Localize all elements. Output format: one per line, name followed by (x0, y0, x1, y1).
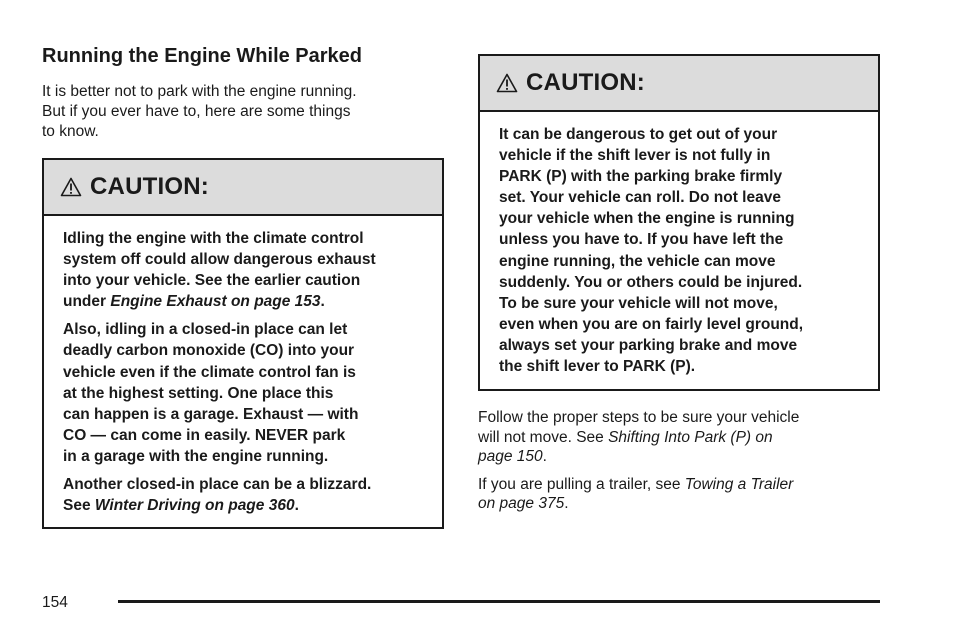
body-line (478, 475, 878, 495)
caution-line: deadly carbon monoxide (CO) into your (63, 342, 355, 360)
intro-line: to know. (42, 123, 99, 140)
right-body-text (478, 408, 878, 514)
caution-line: set. Your vehicle can roll. Do not leave (499, 189, 781, 207)
intro-paragraph (42, 82, 422, 142)
warning-triangle-icon (60, 177, 82, 197)
caution-paragraph (63, 474, 442, 516)
caution-line: your vehicle when the engine is running (499, 210, 795, 228)
caution-line: always set your parking brake and move (499, 336, 798, 354)
body-text: . (542, 448, 547, 465)
caution-header (44, 160, 442, 216)
body-line (478, 494, 878, 514)
intro-line: It is better not to park with the engine running. (42, 83, 357, 100)
caution-line: even when you are on fairly level ground, (499, 315, 804, 333)
intro-line: But if you ever have to, here are some things (42, 103, 351, 120)
caution-body (44, 216, 442, 516)
body-line: Follow the proper steps to be sure your vehicle (478, 409, 800, 426)
caution-line: at the highest setting. One place this (63, 384, 334, 402)
caution-text: under (63, 293, 111, 311)
caution-text: See (63, 497, 95, 515)
caution-paragraph (499, 124, 878, 377)
caution-paragraph (63, 228, 442, 312)
caution-line (63, 495, 442, 516)
caution-line (63, 291, 442, 312)
caution-body (480, 112, 878, 377)
warning-triangle-icon (496, 73, 518, 93)
caution-line: engine running, the vehicle can move (499, 252, 776, 270)
body-line (478, 447, 878, 467)
body-text: will not move. See (478, 428, 609, 446)
caution-line: unless you have to. If you have left the (499, 231, 784, 249)
caution-title: CAUTION: (526, 69, 645, 96)
caution-line: To be sure your vehicle will not move, (499, 294, 778, 312)
caution-line: It can be dangerous to get out of your (499, 126, 778, 143)
caution-text: . (320, 293, 325, 311)
caution-box-shift-lever (478, 54, 880, 391)
body-text: . (564, 495, 569, 512)
caution-line: CO — can come in easily. NEVER park (63, 426, 346, 444)
body-line (478, 428, 878, 448)
section-heading: Running the Engine While Parked (42, 45, 363, 67)
caution-line: Another closed-in place can be a blizzard. (63, 476, 372, 494)
caution-line: vehicle if the shift lever is not fully in (499, 147, 771, 165)
page-reference-link: on page 375 (478, 495, 565, 512)
caution-title: CAUTION: (90, 173, 209, 200)
page-reference-link: page 150 (478, 448, 543, 465)
caution-line: into your vehicle. See the earlier caution (63, 272, 361, 290)
caution-line: vehicle even if the climate control fan is (63, 363, 356, 381)
caution-header (480, 56, 878, 112)
caution-paragraph (63, 319, 442, 467)
body-text: If you are pulling a trailer, see (478, 475, 685, 493)
footer-rule (118, 600, 880, 603)
caution-line: can happen is a garage. Exhaust — with (63, 405, 359, 423)
follow-paragraph (478, 408, 878, 467)
caution-line: in a garage with the engine running. (63, 447, 329, 465)
caution-line: PARK (P) with the parking brake firmly (499, 168, 783, 186)
page-reference-link: Towing a Trailer (684, 475, 794, 493)
caution-line: suddenly. You or others could be injured. (499, 273, 803, 291)
page-reference-link: Winter Driving on page 360 (94, 497, 295, 515)
caution-line: Idling the engine with the climate control (63, 230, 364, 247)
caution-line: the shift lever to PARK (P). (499, 358, 696, 376)
trailer-paragraph (478, 475, 878, 514)
caution-text: . (294, 497, 299, 515)
page-reference-link: Engine Exhaust on page 153 (110, 293, 321, 311)
caution-line: system off could allow dangerous exhaust (63, 251, 376, 269)
caution-line: Also, idling in a closed-in place can let (63, 321, 348, 339)
caution-box-idling (42, 158, 444, 529)
page-reference-link: Shifting Into Park (P) on (608, 428, 773, 446)
page-number: 154 (42, 594, 68, 611)
